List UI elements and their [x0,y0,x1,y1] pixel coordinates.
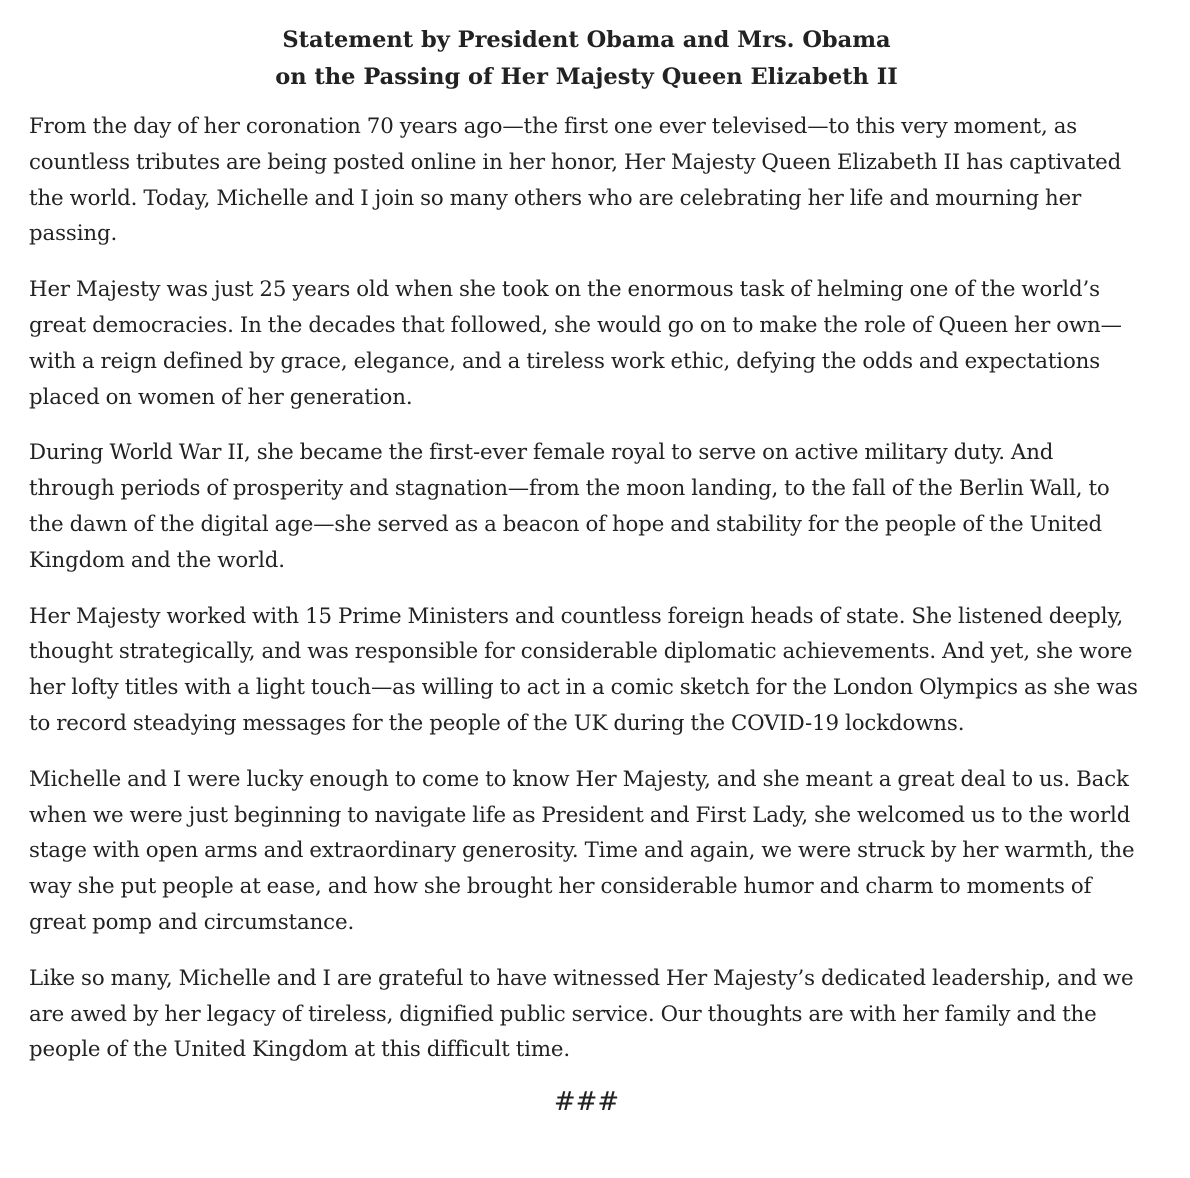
paragraph-reign: Her Majesty was just 25 years old when she took on the enormous task of helming one of the world’s great democracies. In the decades that followed, she would go on to make the role of Queen her own—with a reign defined by grace, elegance, and a tireless work ethic, defying the odds and expectations placed on women of her generation. [29,277,1122,410]
title-line-1: Statement by President Obama and Mrs. Obama [282,27,891,53]
paragraph-coronation: From the day of her coronation 70 years ago—the first one ever televised—to this very moment, as countless tributes are being posted online in her honor, Her Majesty Queen Elizabeth II has captivated the world. Today, Michelle and I join so many others who are celebrating her life and mourning her passing. [29,114,1122,247]
statement-title [29,22,1144,96]
paragraph-closing: Like so many, Michelle and I are grateful to have witnessed Her Majesty’s dedicated leadership, and we are awed by her legacy of tireless, dignified public service. Our thoughts are with her family and the people of the United Kingdom at this difficult time. [29,965,1134,1063]
paragraph-world-war: During World War II, she became the first-ever female royal to serve on active military duty. And through periods of prosperity and stagnation—from the moon landing, to the fall of the Berlin Wall, to the dawn of the digital age—she served as a beacon of hope and stability for the people of the United Kingdom and the world. [29,440,1110,573]
paragraph-personal: Michelle and I were lucky enough to come to know Her Majesty, and she meant a great deal to us. Back when we were just beginning to navigate life as President and First Lady, she welcomed us to the world stage with open arms and extraordinary generosity. Time and again, we were struck by her warmth, the way she put people at ease, and how she brought her considerable humor and charm to moments of great pomp and circumstance. [29,766,1135,935]
end-mark: ### [553,1087,620,1118]
paragraph-prime-ministers: Her Majesty worked with 15 Prime Ministers and countless foreign heads of state. She listened deeply, thought strategically, and was responsible for considerable diplomatic achievements. And yet, she wore her lofty titles with a light touch—as willing to act in a comic sketch for the London Olympics as she was to record steadying messages for the people of the UK during the COVID-19 lockdowns. [29,603,1138,736]
title-line-2: on the Passing of Her Majesty Queen Elizabeth II [275,64,898,90]
statement-document [29,22,1144,1122]
